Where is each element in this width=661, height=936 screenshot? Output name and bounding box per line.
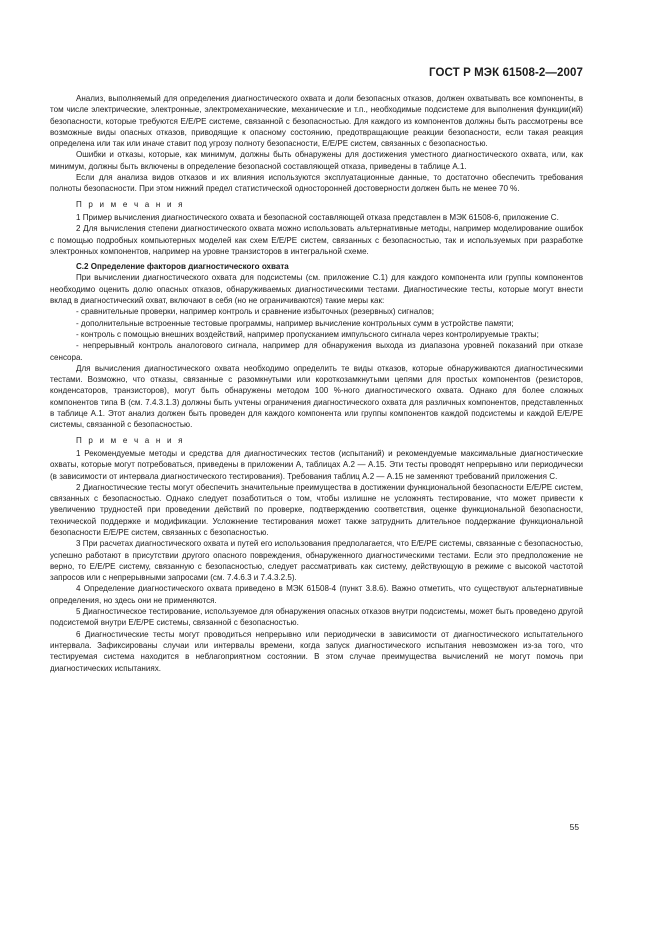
document-body [50,93,583,674]
paragraph-analysis-scope: Анализ, выполняемый для определения диагностического охвата и доли безопасных отказов, должен охватывать все компоненты, в том числе электрические, электронные, электромеханические, механические и т.п., необходимые подсистеме для выполнения функции(ий) безопасности, которые требуются E/E/PE системе, связанной с безопасностью. Для каждого из компонентов должны быть рассмотрены все возможные виды опасных отказов, приводящие к опасному состоянию, предотвращающие реакции безопасности, если такая реакция определена или так или иначе ставит под угрозу полноту безопасности, E/E/PE систем, связанных с безопасностью. [50,94,583,149]
paragraph-failure-modes: Для вычисления диагностического охвата необходимо определить те виды отказов, которые обнаруживаются диагностическими тестами. Возможно, что отказы, связанные с разомкнутыми или короткозамкнутыми цепями для простых компонентов (резисторов, конденсаторов, транзисторов), могут быть обнаружены методом 100 %-ного диагностического охвата. Однако для более сложных компонентов типа В (см. 7.4.3.1.3) должны быть учтены ограничения диагностического охвата для различных компонентов, представленных в таблице А.1. Этот анализ должен быть проведен для каждого компонента или группы компонентов каждой подсистемы и каждой E/E/PE системы, связанной с безопасностью. [50,363,583,430]
section-title-c2: С.2 Определение факторов диагностического охвата [76,262,289,272]
note-2-6: 6 Диагностические тесты могут проводиться непрерывно или периодически в зависимости от диагностического испытательного интервала. Зафиксированы случаи или интервалы времени, когда запуск диагностического испытания невозможен из-за того, что тестируемая система находится в неблагоприятном состоянии. В этом случае преимущества вычислений не могут помочь при диагностических испытаниях. [50,629,583,673]
list-item-analog-monitoring: - непрерывный контроль аналогового сигнала, например для обнаружения выхода из диапазона уровней показаний при отказе сенсора. [50,341,583,362]
note-2-4: 4 Определение диагностического охвата приведено в МЭК 61508-4 (пункт 3.8.6). Важно отметить, что существуют альтернативные определения, но здесь они не применяются. [50,584,583,605]
list-item-comparison-checks: - сравнительные проверки, например контроль и сравнение избыточных (резервных) сигналов; [76,307,434,317]
list-item-builtin-tests: - дополнительные встроенные тестовые программы, например вычисление контрольных сумм в устройстве памяти; [76,318,514,328]
paragraph-operational-data: Если для анализа видов отказов и их влияния используются эксплуатационные данные, то достаточно обеспечить требования полноты безопасности. При этом нижний предел статистической односторонней достоверности должен быть не менее 70 %. [50,173,583,194]
note-2-5: 5 Диагностическое тестирование, используемое для обнаружения опасных отказов внутри подсистемы, может быть проведено другой подсистемой внутри E/E/PE системы, связанной с безопасностью. [50,607,583,628]
note-2-2: 2 Диагностические тесты могут обеспечить значительные преимущества в достижении функциональной безопасности E/E/PE систем, связанных с безопасностью. Однако следует позаботиться о том, чтобы излишне не усложнять тестирование, что может привести к увеличению трудностей при проведении действий по проверке, подтверждению соответствия, оценке функциональной безопасности, технической поддержке и модификации. Усложнение тестирования может также затруднить длительное поддержание функциональной безопасности E/E/PE систем, связанных с безопасностью. [50,482,583,537]
page-number: 55 [569,822,579,832]
note-1: 1 Пример вычисления диагностического охвата и безопасной составляющей отказа представлен в МЭК 61508-6, приложение С. [76,212,559,222]
note-2-3: 3 При расчетах диагностического охвата и путей его использования предполагается, что E/E/PE системы, связанные с безопасностью, успешно работают в присутствии другого опасного повреждения, обнаруженного диагностическими тестами. Если это предположение не верно, то E/E/PE систему, связанную с безопасностью, следует рассматривать как систему, действующую в режиме с высокой частотой запросов или с непрерывными запросами (см. 7.4.6.3 и 7.4.3.2.5). [50,539,583,583]
list-item-external-stimulus: - контроль с помощью внешних воздействий, например пропусканием импульсного сигнала через контролируемые тракты; [76,329,539,339]
notes-heading-2: П р и м е ч а н и я [76,435,185,445]
document-id-header: ГОСТ Р МЭК 61508-2—2007 [429,67,583,79]
paragraph-dc-calculation: При вычислении диагностического охвата для подсистемы (см. приложение С.1) для каждого компонента или группы компонентов необходимо оценить долю опасных отказов, обнаруживаемых диагностическими тестами. Диагностические тесты, которые могут внести вклад в диагностический охват, включают в себя (но не ограничиваются) такие меры как: [50,273,583,306]
note-2-1: 1 Рекомендуемые методы и средства для диагностических тестов (испытаний) и рекомендуемые максимальные диагностические охваты, которые могут потребоваться, приведены в приложении А, таблицах А.2 — А.15. Эти тесты проводят непрерывно или периодически (в зависимости от интервала диагностического тестирования). Требования таблиц А.2 — А.15 не заменяют требований приложения С. [50,448,583,481]
notes-heading: П р и м е ч а н и я [76,199,185,209]
note-2: 2 Для вычисления степени диагностического охвата можно использовать альтернативные методы, например моделирование ошибок с помощью подробных компьютерных моделей как схем E/E/PE систем, связанных с безопасностью, так и используемых при разработке электронных компонентов, например на уровне транзисторов в интегральной схеме. [50,224,583,256]
paragraph-errors-faults: Ошибки и отказы, которые, как минимум, должны быть обнаружены для достижения уместного диагностического охвата, или, как минимум, должны быть включены в определение безопасной составляющей отказа, приведены в таблице А.1. [50,150,583,171]
